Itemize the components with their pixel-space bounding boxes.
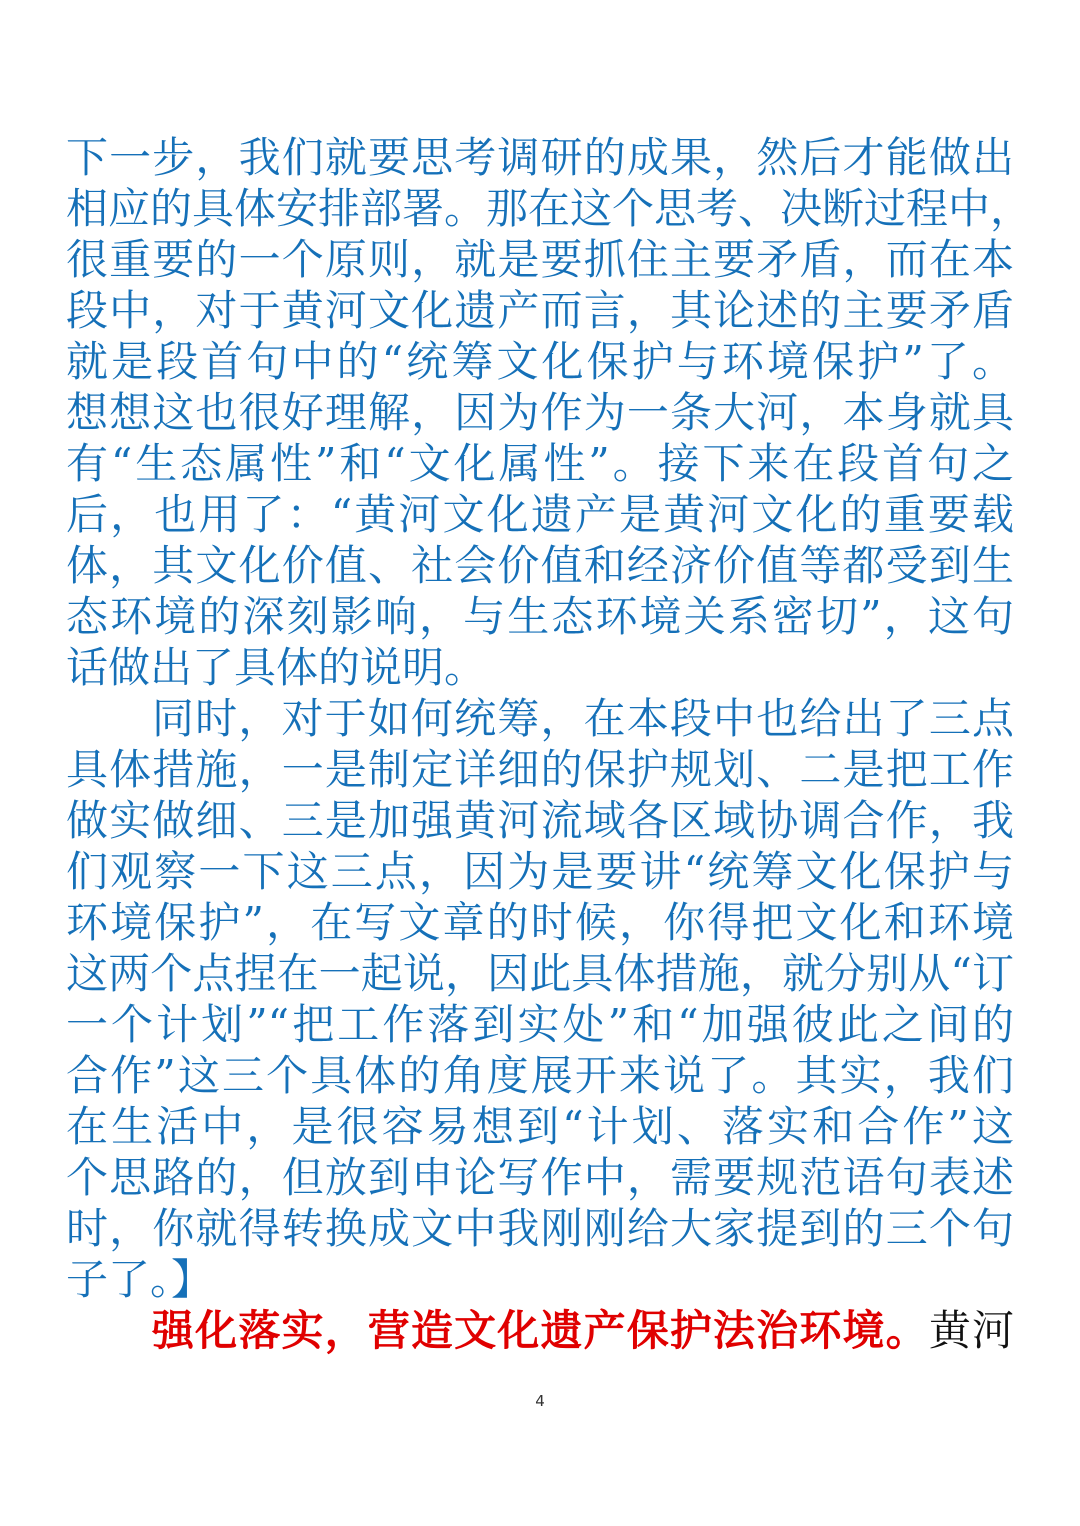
- page-number: 4: [535, 1392, 545, 1410]
- text-line: 话做出了具体的说明。: [66, 643, 487, 692]
- text-line: 们观察一下这三点，因为是要讲“统筹文化保护与: [66, 847, 1014, 896]
- text-line: 态环境的深刻影响，与生态环境关系密切”，这句: [66, 592, 1014, 641]
- text-line: 段中，对于黄河文化遗产而言，其论述的主要矛盾: [66, 286, 1014, 335]
- commentary-paragraph-2: [66, 693, 1014, 1305]
- text-line: 这两个点捏在一起说，因此具体措施，就分别从“订: [66, 949, 1014, 998]
- text-line: 合作”这三个具体的角度展开来说了。其实，我们: [66, 1051, 1014, 1100]
- text-line: 个思路的，但放到申论写作中，需要规范语句表述: [66, 1153, 1014, 1202]
- commentary-paragraph-1: [66, 132, 1033, 693]
- text-line: 后，也用了：“黄河文化遗产是黄河文化的重要载: [66, 490, 1014, 539]
- text-line: 具体措施，一是制定详细的保护规划、二是把工作: [66, 745, 1014, 794]
- text-line: 有“生态属性”和“文化属性”。接下来在段首句之: [66, 439, 1014, 488]
- text-line: 体，其文化价值、社会价值和经济价值等都受到生: [66, 541, 1014, 590]
- text-line: 子了。】: [66, 1255, 214, 1304]
- section-heading-line: [66, 1305, 1014, 1356]
- text-line: 很重要的一个原则，就是要抓住主要矛盾，而在本: [66, 235, 1014, 284]
- text-line: 下一步，我们就要思考调研的成果，然后才能做出: [66, 133, 1014, 182]
- text-line: 想想这也很好理解，因为作为一条大河，本身就具: [66, 388, 1014, 437]
- text-line: 时，你就得转换成文中我刚刚给大家提到的三个句: [66, 1204, 1014, 1253]
- text-line: 在生活中，是很容易想到“计划、落实和合作”这: [66, 1102, 1014, 1151]
- text-line: 就是段首句中的“统筹文化保护与环境保护”了。: [66, 337, 1014, 386]
- text-line: 做实做细、三是加强黄河流域各区域协调合作，我: [66, 796, 1014, 845]
- text-line: 同时，对于如何统筹，在本段中也给出了三点: [152, 694, 1014, 743]
- text-line: 相应的具体安排部署。那在这个思考、决断过程中，: [66, 184, 1033, 233]
- text-line: 环境保护”，在写文章的时候，你得把文化和环境: [66, 898, 1014, 947]
- text-body: [66, 132, 1033, 1356]
- body-text-start: 黄河: [928, 1306, 1014, 1355]
- text-line: 一个计划”“把工作落到实处”和“加强彼此之间的: [66, 1000, 1014, 1049]
- section-heading: 强化落实，营造文化遗产保护法治环境。: [152, 1306, 929, 1355]
